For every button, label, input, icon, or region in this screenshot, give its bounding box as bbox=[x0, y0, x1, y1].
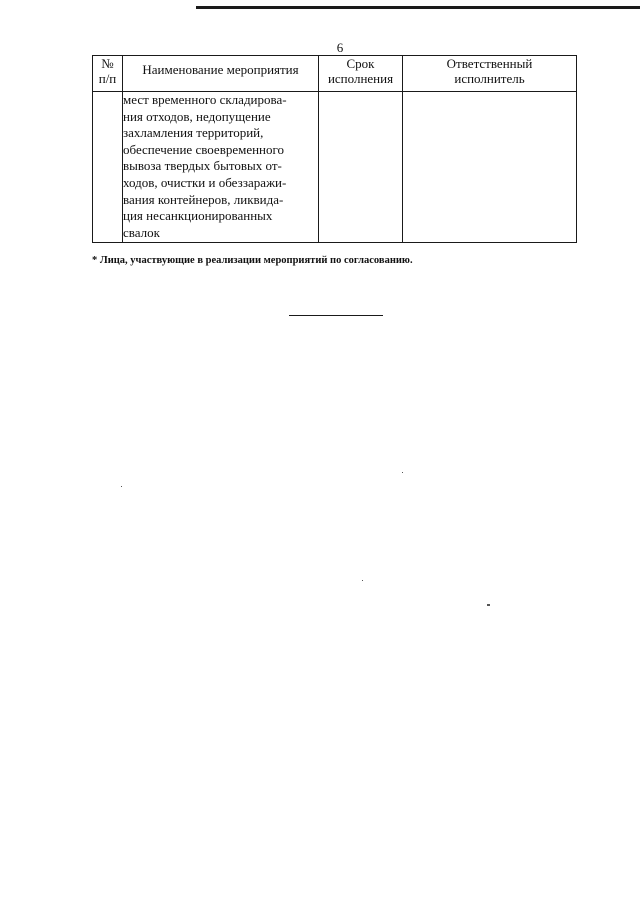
end-of-document-rule bbox=[289, 315, 383, 316]
top-scan-rule bbox=[196, 6, 640, 9]
cell-num bbox=[93, 92, 123, 243]
measure-line: ния отходов, недопущение bbox=[123, 108, 271, 124]
scan-speck bbox=[487, 604, 490, 606]
header-num bbox=[93, 56, 123, 92]
measure-line: захламления территорий, bbox=[123, 125, 264, 141]
measure-line: вывоза твердых бытовых от- bbox=[123, 158, 282, 174]
measure-line: мест временного складирова- bbox=[123, 92, 287, 107]
header-responsible-line: исполнитель bbox=[454, 71, 525, 86]
measures-table bbox=[92, 55, 577, 243]
measure-line: ходов, очистки и обеззаражи- bbox=[123, 174, 287, 190]
header-name bbox=[123, 56, 319, 92]
header-responsible bbox=[403, 56, 577, 92]
header-deadline-line: Срок bbox=[346, 56, 375, 71]
measure-line: обеспечение своевременного bbox=[123, 141, 285, 157]
header-name-line: Наименование мероприятия bbox=[142, 62, 299, 77]
measure-line: свалок bbox=[123, 224, 160, 240]
footnote: * Лица, участвующие в реализации мероприятий по согласованию. bbox=[92, 255, 413, 266]
header-num-line: № bbox=[101, 56, 114, 71]
header-num-line: п/п bbox=[98, 71, 117, 86]
header-deadline-line: исполнения bbox=[327, 71, 394, 86]
scan-speck bbox=[402, 472, 403, 473]
page-number: 6 bbox=[336, 40, 344, 55]
scan-speck bbox=[121, 486, 122, 487]
cell-responsible bbox=[403, 92, 577, 243]
cell-measure-name bbox=[123, 92, 319, 243]
scan-speck bbox=[362, 580, 363, 581]
table-header-row bbox=[93, 56, 577, 92]
cell-deadline bbox=[319, 92, 403, 243]
measure-line: вания контейнеров, ликвида- bbox=[123, 191, 284, 207]
measure-line: ция несанкционированных bbox=[123, 208, 273, 224]
table-row bbox=[93, 92, 577, 243]
header-responsible-line: Ответственный bbox=[446, 56, 533, 71]
header-deadline bbox=[319, 56, 403, 92]
